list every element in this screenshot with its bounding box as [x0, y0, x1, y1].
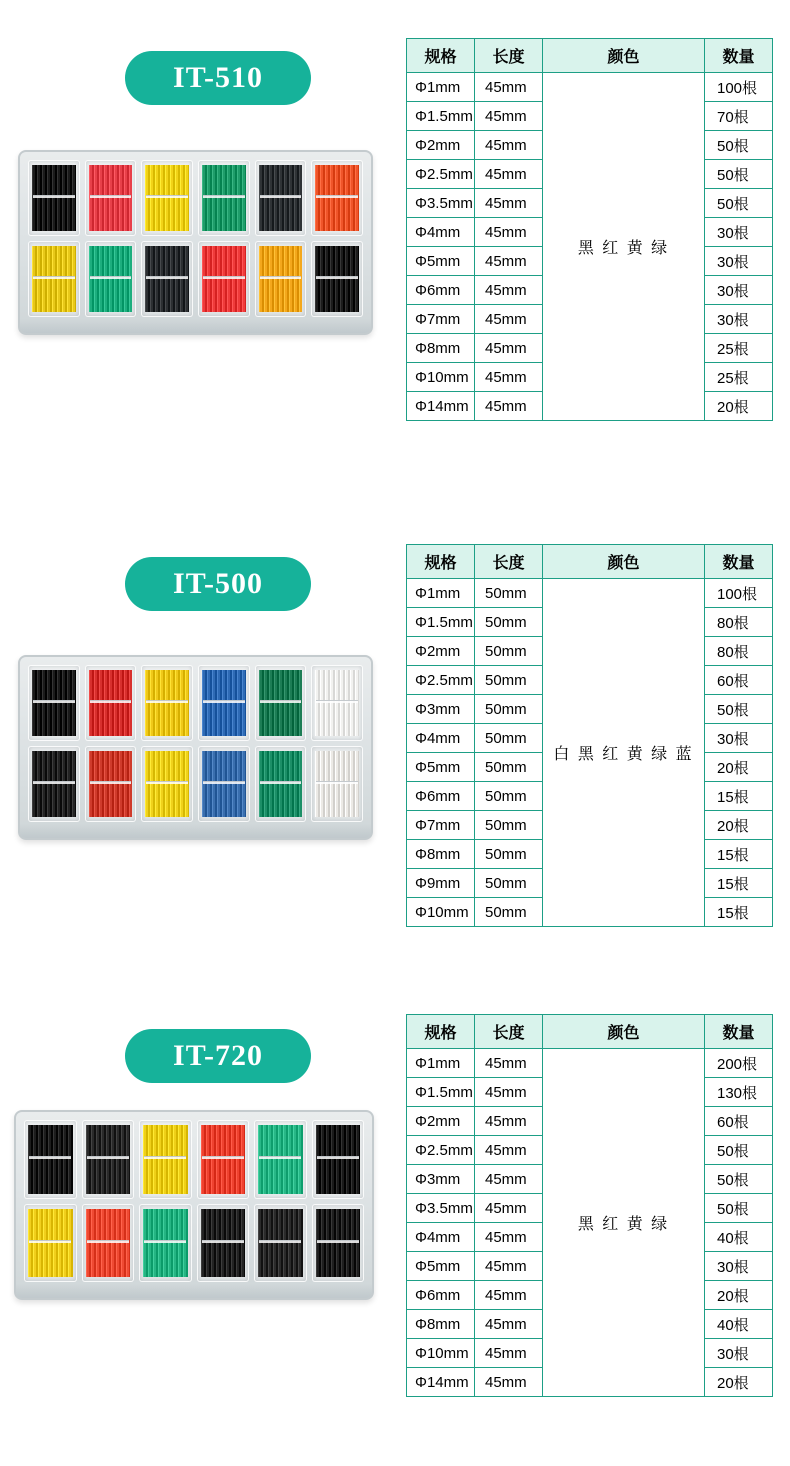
cell-length: 45mm	[475, 1136, 543, 1165]
header-spec: 规格	[407, 545, 475, 579]
cell-spec: Φ6mm	[407, 1281, 475, 1310]
tubing-cell	[85, 746, 137, 822]
cell-spec: Φ1mm	[407, 1049, 475, 1078]
tubing-band	[260, 700, 302, 703]
tubing-band	[90, 781, 132, 784]
tubing-band	[33, 781, 75, 784]
cell-qty: 50根	[705, 1194, 773, 1223]
tubing-band	[33, 195, 75, 198]
product-badge-it-720: IT-720	[125, 1029, 311, 1083]
cell-length: 45mm	[475, 1223, 543, 1252]
cell-spec: Φ2mm	[407, 1107, 475, 1136]
cell-qty: 60根	[705, 666, 773, 695]
tubing-cell	[255, 746, 307, 822]
cell-length: 45mm	[475, 363, 543, 392]
tubing-band	[144, 1156, 186, 1159]
tubing-band	[203, 700, 245, 703]
cell-qty: 40根	[705, 1310, 773, 1339]
cell-qty: 130根	[705, 1078, 773, 1107]
tubing-band	[259, 1156, 301, 1159]
cell-qty: 20根	[705, 753, 773, 782]
tubing-band	[146, 781, 188, 784]
tubing-cell	[198, 241, 250, 317]
cell-spec: Φ4mm	[407, 218, 475, 247]
cell-length: 45mm	[475, 1339, 543, 1368]
cell-length: 50mm	[475, 898, 543, 927]
cell-spec: Φ4mm	[407, 724, 475, 753]
tubing-band	[146, 276, 188, 279]
tubing-cell	[24, 1120, 77, 1199]
product-badge-it-500: IT-500	[125, 557, 311, 611]
table-row	[407, 73, 773, 102]
cell-qty: 20根	[705, 1368, 773, 1397]
cell-qty: 15根	[705, 840, 773, 869]
header-length: 长度	[475, 39, 543, 73]
cell-length: 45mm	[475, 160, 543, 189]
cell-color: 黑 红 黄 绿	[543, 73, 705, 421]
cell-length: 45mm	[475, 247, 543, 276]
cell-qty: 50根	[705, 189, 773, 218]
tubing-band	[90, 195, 132, 198]
tubing-cell	[311, 160, 363, 236]
tubing-cell	[198, 746, 250, 822]
cell-spec: Φ2mm	[407, 131, 475, 160]
tubing-cell	[312, 1204, 365, 1283]
cell-spec: Φ8mm	[407, 1310, 475, 1339]
product-block-it-510	[0, 0, 790, 500]
tubing-cell	[311, 241, 363, 317]
cell-qty: 50根	[705, 1136, 773, 1165]
cell-length: 45mm	[475, 1165, 543, 1194]
header-qty: 数量	[705, 39, 773, 73]
cell-length: 45mm	[475, 131, 543, 160]
cell-qty: 50根	[705, 1165, 773, 1194]
cell-spec: Φ7mm	[407, 305, 475, 334]
cell-qty: 200根	[705, 1049, 773, 1078]
cell-length: 45mm	[475, 218, 543, 247]
tubing-cell	[85, 665, 137, 741]
tubing-band	[316, 276, 358, 279]
table-row	[407, 1049, 773, 1078]
cell-length: 50mm	[475, 782, 543, 811]
cell-qty: 15根	[705, 782, 773, 811]
tubing-band	[202, 1156, 244, 1159]
cell-length: 50mm	[475, 811, 543, 840]
header-spec: 规格	[407, 1015, 475, 1049]
cell-spec: Φ3.5mm	[407, 189, 475, 218]
tubing-cells	[24, 1120, 364, 1282]
tubing-bundle	[258, 1125, 303, 1194]
cell-qty: 80根	[705, 608, 773, 637]
cell-length: 45mm	[475, 276, 543, 305]
cell-qty: 30根	[705, 218, 773, 247]
tubing-cell	[141, 746, 193, 822]
tubing-band	[317, 1240, 359, 1243]
cell-qty: 50根	[705, 131, 773, 160]
tubing-bundle	[28, 1209, 73, 1278]
cell-qty: 30根	[705, 724, 773, 753]
tubing-cell	[312, 1120, 365, 1199]
tubing-band	[316, 195, 358, 198]
cell-qty: 25根	[705, 363, 773, 392]
header-length: 长度	[475, 1015, 543, 1049]
tubing-cell	[139, 1120, 192, 1199]
tubing-bundle	[316, 1209, 361, 1278]
cell-spec: Φ8mm	[407, 334, 475, 363]
cell-length: 45mm	[475, 1252, 543, 1281]
tubing-cell	[197, 1204, 250, 1283]
cell-qty: 50根	[705, 160, 773, 189]
tubing-cell	[255, 241, 307, 317]
tubing-bundle	[258, 1209, 303, 1278]
cell-length: 45mm	[475, 102, 543, 131]
cell-length: 50mm	[475, 608, 543, 637]
tubing-cell	[82, 1204, 135, 1283]
tubing-cell	[24, 1204, 77, 1283]
cell-spec: Φ4mm	[407, 1223, 475, 1252]
tubing-band	[90, 700, 132, 703]
tubing-band	[29, 1240, 71, 1243]
tubing-cell	[139, 1204, 192, 1283]
cell-spec: Φ2.5mm	[407, 666, 475, 695]
cell-qty: 30根	[705, 276, 773, 305]
cell-length: 45mm	[475, 189, 543, 218]
tubing-cell	[198, 665, 250, 741]
tubing-bundle	[201, 1125, 246, 1194]
tubing-band	[33, 700, 75, 703]
spec-table-it-720	[406, 1014, 773, 1397]
cell-spec: Φ9mm	[407, 869, 475, 898]
product-photo-it-510	[18, 150, 373, 335]
cell-spec: Φ14mm	[407, 392, 475, 421]
product-photo-it-500	[18, 655, 373, 840]
tubing-cell	[311, 665, 363, 741]
tubing-band	[202, 1240, 244, 1243]
tubing-cell	[82, 1120, 135, 1199]
tubing-cell	[141, 665, 193, 741]
tubing-band	[146, 700, 188, 703]
cell-qty: 50根	[705, 695, 773, 724]
cell-length: 45mm	[475, 305, 543, 334]
tubing-band	[29, 1156, 71, 1159]
cell-qty: 25根	[705, 334, 773, 363]
tubing-cell	[85, 160, 137, 236]
cell-length: 45mm	[475, 1368, 543, 1397]
cell-spec: Φ3mm	[407, 695, 475, 724]
tubing-band	[203, 781, 245, 784]
tubing-case	[14, 1110, 374, 1300]
tubing-cells	[28, 665, 363, 822]
header-color: 颜色	[543, 545, 705, 579]
table-header-row	[407, 39, 773, 73]
cell-length: 45mm	[475, 1078, 543, 1107]
tubing-band	[90, 276, 132, 279]
tubing-cell	[311, 746, 363, 822]
cell-length: 45mm	[475, 1310, 543, 1339]
tubing-band	[144, 1240, 186, 1243]
cell-spec: Φ2.5mm	[407, 160, 475, 189]
cell-length: 45mm	[475, 1049, 543, 1078]
header-qty: 数量	[705, 1015, 773, 1049]
cell-qty: 20根	[705, 392, 773, 421]
cell-color: 白 黑 红 黄 绿 蓝	[543, 579, 705, 927]
cell-length: 50mm	[475, 695, 543, 724]
cell-length: 50mm	[475, 869, 543, 898]
tubing-cell	[255, 160, 307, 236]
cell-length: 45mm	[475, 392, 543, 421]
cell-spec: Φ5mm	[407, 247, 475, 276]
header-spec: 规格	[407, 39, 475, 73]
cell-spec: Φ6mm	[407, 782, 475, 811]
cell-spec: Φ14mm	[407, 1368, 475, 1397]
cell-length: 45mm	[475, 1194, 543, 1223]
cell-spec: Φ1mm	[407, 579, 475, 608]
cell-spec: Φ5mm	[407, 753, 475, 782]
tubing-cell	[85, 241, 137, 317]
cell-spec: Φ2.5mm	[407, 1136, 475, 1165]
cell-color: 黑 红 黄 绿	[543, 1049, 705, 1397]
cell-length: 45mm	[475, 73, 543, 102]
tubing-bundle	[86, 1125, 131, 1194]
product-block-it-720	[0, 1000, 790, 1466]
tubing-cell	[28, 665, 80, 741]
tubing-bundle	[28, 1125, 73, 1194]
cell-qty: 15根	[705, 869, 773, 898]
cell-length: 50mm	[475, 840, 543, 869]
tubing-band	[203, 276, 245, 279]
tubing-cell	[255, 665, 307, 741]
cell-spec: Φ10mm	[407, 1339, 475, 1368]
cell-qty: 70根	[705, 102, 773, 131]
cell-qty: 100根	[705, 73, 773, 102]
tubing-case	[18, 150, 373, 335]
tubing-band	[316, 781, 358, 784]
header-length: 长度	[475, 545, 543, 579]
spec-table-it-510	[406, 38, 773, 421]
tubing-cell	[28, 241, 80, 317]
cell-length: 50mm	[475, 637, 543, 666]
product-block-it-500	[0, 500, 790, 1000]
tubing-band	[203, 195, 245, 198]
tubing-bundle	[143, 1209, 188, 1278]
cell-spec: Φ10mm	[407, 898, 475, 927]
tubing-cell	[28, 746, 80, 822]
cell-qty: 20根	[705, 811, 773, 840]
cell-length: 45mm	[475, 334, 543, 363]
tubing-case	[18, 655, 373, 840]
table-header-row	[407, 545, 773, 579]
product-badge-it-510: IT-510	[125, 51, 311, 105]
tubing-band	[317, 1156, 359, 1159]
cell-qty: 80根	[705, 637, 773, 666]
header-qty: 数量	[705, 545, 773, 579]
tubing-band	[260, 195, 302, 198]
cell-spec: Φ1.5mm	[407, 1078, 475, 1107]
tubing-cell	[254, 1120, 307, 1199]
cell-qty: 20根	[705, 1281, 773, 1310]
tubing-band	[33, 276, 75, 279]
header-color: 颜色	[543, 1015, 705, 1049]
cell-length: 50mm	[475, 579, 543, 608]
cell-qty: 30根	[705, 247, 773, 276]
tubing-bundle	[86, 1209, 131, 1278]
tubing-cell	[254, 1204, 307, 1283]
tubing-bundle	[143, 1125, 188, 1194]
cell-length: 50mm	[475, 724, 543, 753]
cell-length: 50mm	[475, 753, 543, 782]
cell-length: 50mm	[475, 666, 543, 695]
tubing-bundle	[201, 1209, 246, 1278]
tubing-cell	[141, 241, 193, 317]
cell-spec: Φ1.5mm	[407, 608, 475, 637]
tubing-band	[87, 1156, 129, 1159]
cell-qty: 40根	[705, 1223, 773, 1252]
cell-qty: 60根	[705, 1107, 773, 1136]
cell-spec: Φ3.5mm	[407, 1194, 475, 1223]
tubing-cell	[198, 160, 250, 236]
cell-qty: 15根	[705, 898, 773, 927]
tubing-band	[87, 1240, 129, 1243]
cell-qty: 30根	[705, 1252, 773, 1281]
cell-spec: Φ1mm	[407, 73, 475, 102]
tubing-cell	[197, 1120, 250, 1199]
cell-spec: Φ6mm	[407, 276, 475, 305]
cell-spec: Φ2mm	[407, 637, 475, 666]
cell-length: 45mm	[475, 1107, 543, 1136]
header-color: 颜色	[543, 39, 705, 73]
cell-qty: 30根	[705, 1339, 773, 1368]
cell-spec: Φ3mm	[407, 1165, 475, 1194]
product-photo-it-720	[14, 1110, 374, 1300]
table-row	[407, 579, 773, 608]
tubing-band	[259, 1240, 301, 1243]
table-header-row	[407, 1015, 773, 1049]
tubing-bundle	[316, 1125, 361, 1194]
tubing-band	[316, 700, 358, 703]
tubing-cells	[28, 160, 363, 317]
cell-qty: 100根	[705, 579, 773, 608]
cell-spec: Φ5mm	[407, 1252, 475, 1281]
tubing-band	[260, 781, 302, 784]
tubing-band	[260, 276, 302, 279]
cell-spec: Φ1.5mm	[407, 102, 475, 131]
cell-qty: 30根	[705, 305, 773, 334]
cell-spec: Φ10mm	[407, 363, 475, 392]
spec-table-it-500	[406, 544, 773, 927]
cell-length: 45mm	[475, 1281, 543, 1310]
cell-spec: Φ8mm	[407, 840, 475, 869]
tubing-band	[146, 195, 188, 198]
tubing-cell	[141, 160, 193, 236]
cell-spec: Φ7mm	[407, 811, 475, 840]
tubing-cell	[28, 160, 80, 236]
